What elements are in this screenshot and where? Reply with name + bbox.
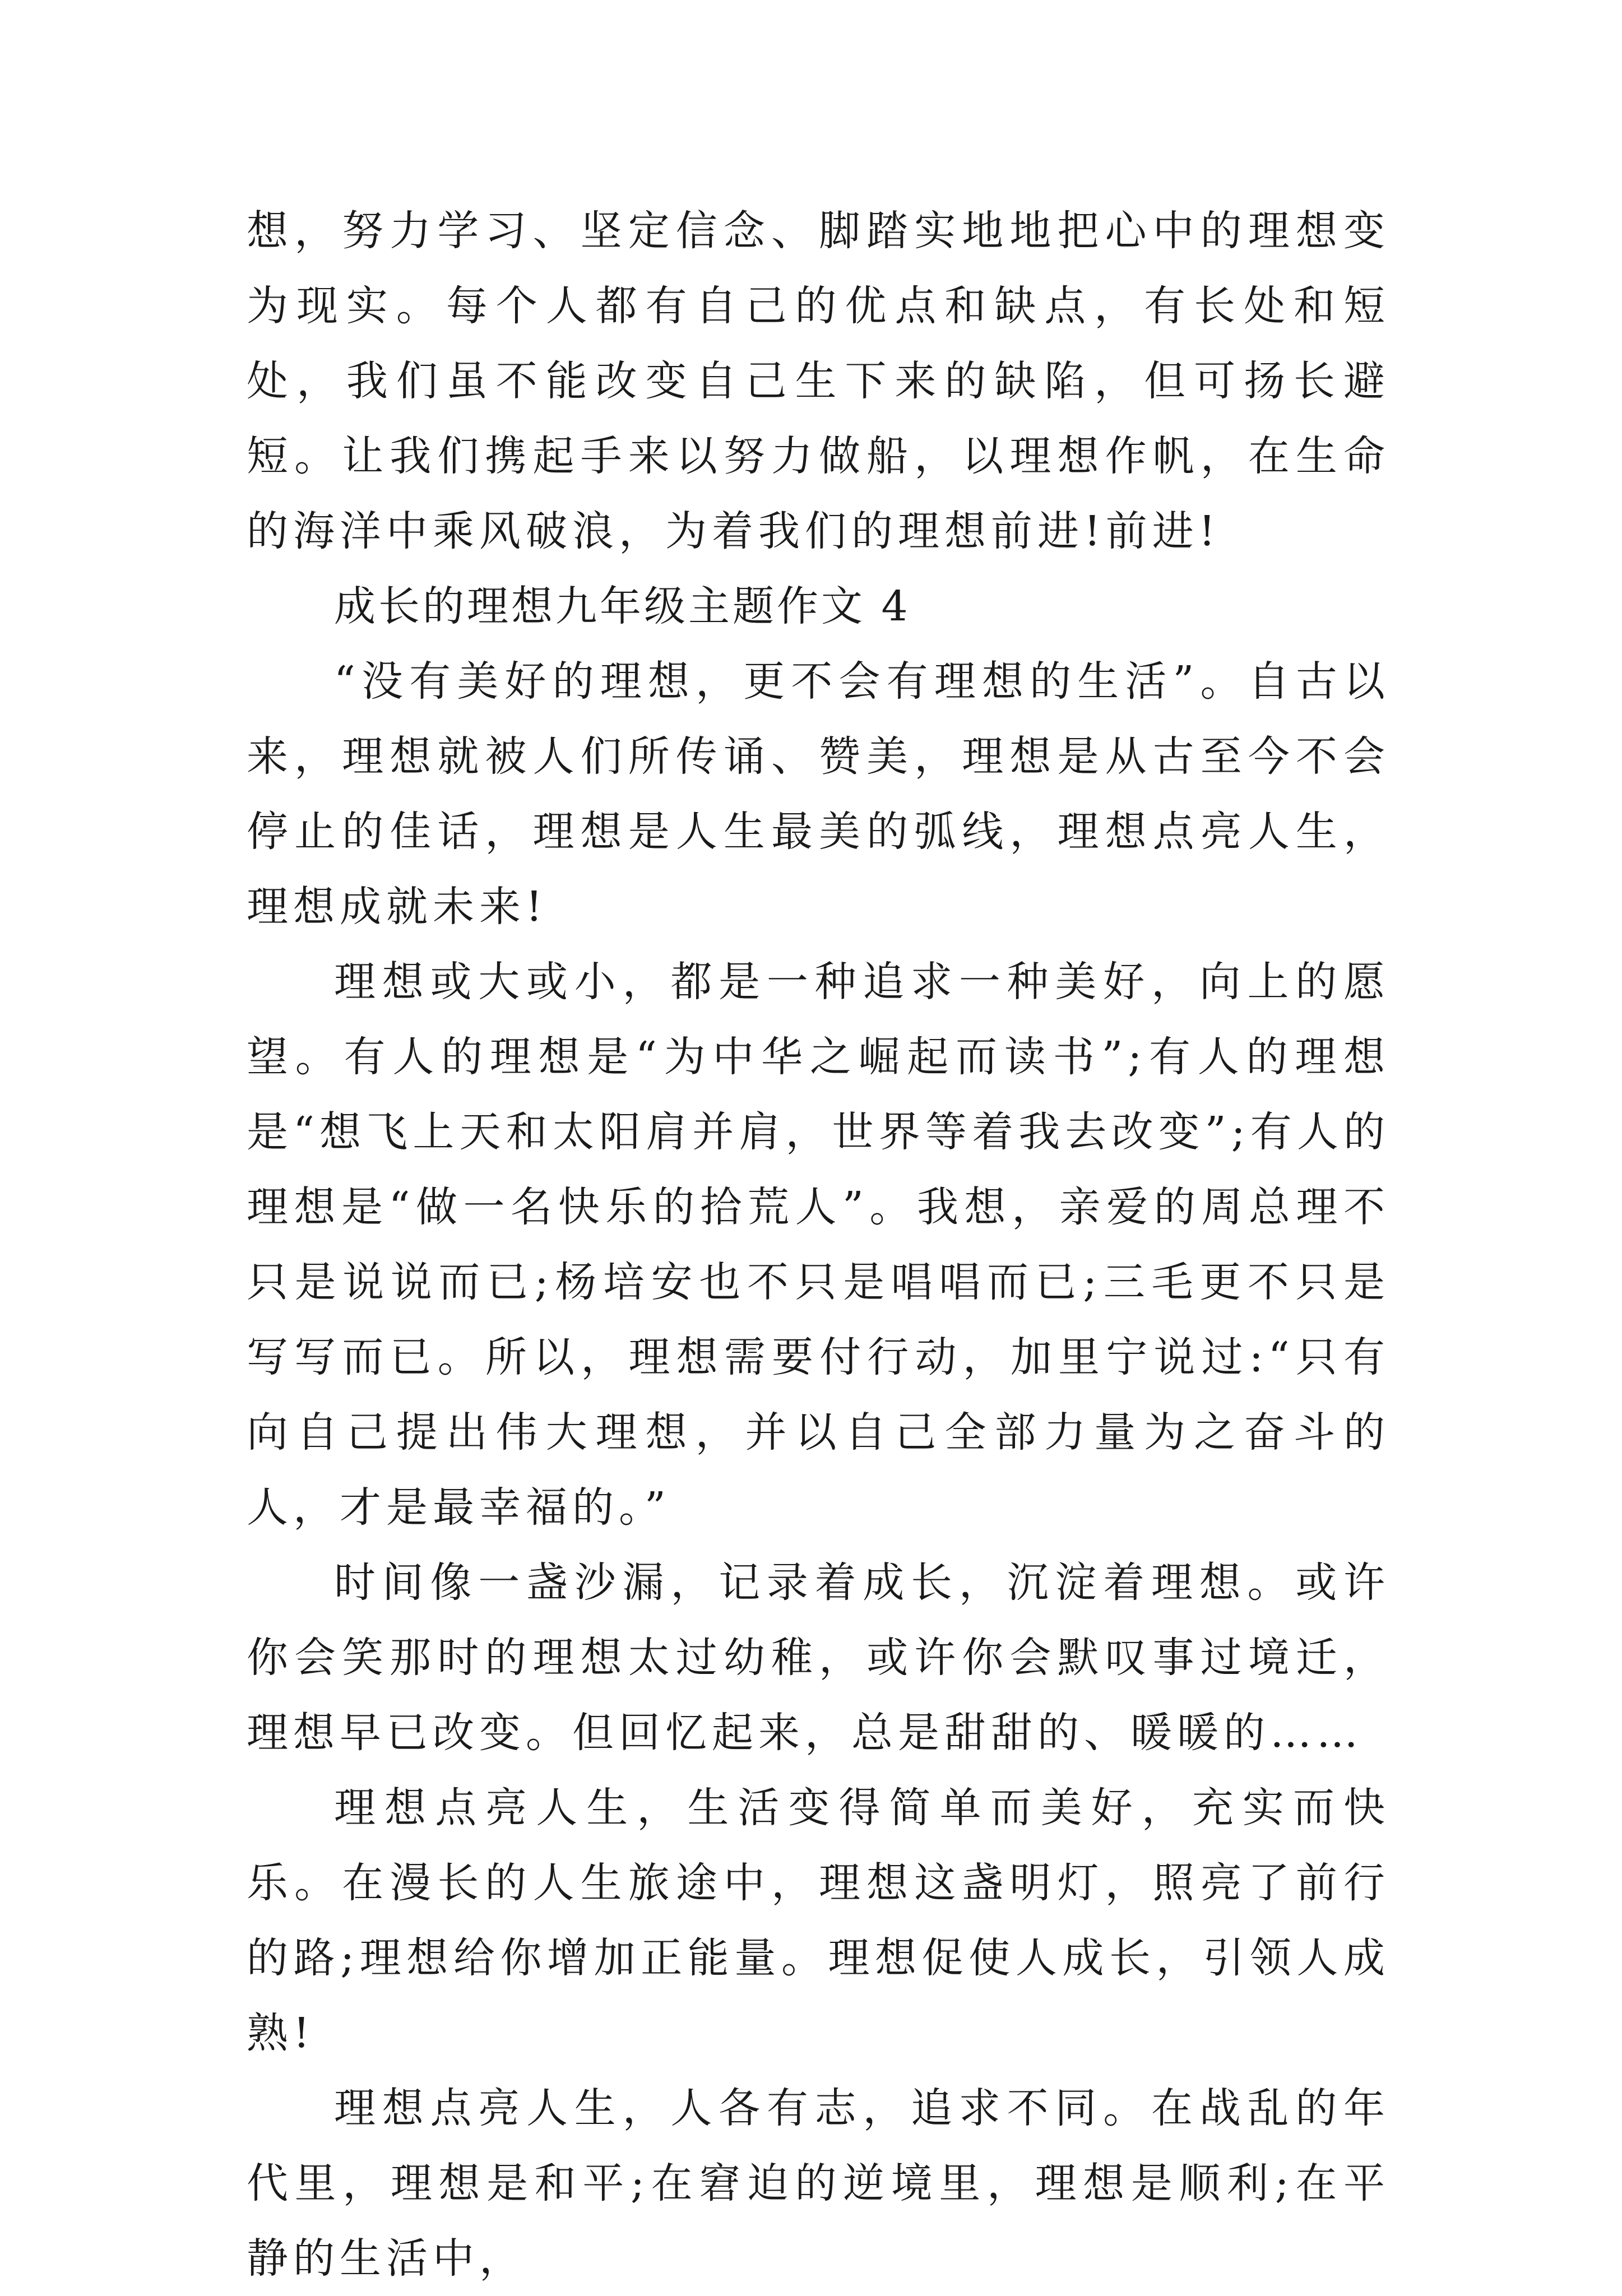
- paragraph-1: “没有美好的理想，更不会有理想的生活”。自古以来，理想就被人们所传诵、赞美，理想是从古至今不会停止的佳话，理想是人生最美的弧线，理想点亮人生，理想成就未来!: [247, 657, 1390, 931]
- article-body: [247, 193, 1390, 2296]
- paragraph-5: 理想点亮人生，人各有志，追求不同。在战乱的年代里，理想是和平;在窘迫的逆境里，理想是顺利;在平静的生活中，: [247, 2084, 1390, 2283]
- paragraph-continuation: 想，努力学习、坚定信念、脚踏实地地把心中的理想变为现实。每个人都有自己的优点和缺点，有长处和短处，我们虽不能改变自己生下来的缺陷，但可扬长避短。让我们携起手来以努力做船，以理想作帆，在生命的海洋中乘风破浪，为着我们的理想前进!前进!: [247, 207, 1390, 555]
- paragraph-4: 理想点亮人生，生活变得简单而美好，充实而快乐。在漫长的人生旅途中，理想这盏明灯，照亮了前行的路;理想给你增加正能量。理想促使人成长，引领人成熟!: [247, 1784, 1390, 2057]
- paragraph-3: 时间像一盏沙漏，记录着成长，沉淀着理想。或许你会笑那时的理想太过幼稚，或许你会默叹事过境迁，理想早已改变。但回忆起来，总是甜甜的、暖暖的……: [247, 1559, 1390, 1757]
- section-heading: 成长的理想九年级主题作文 4: [334, 582, 911, 630]
- paragraph-2: 理想或大或小，都是一种追求一种美好，向上的愿望。有人的理想是“为中华之崛起而读书”;有人的理想是“想飞上天和太阳肩并肩，世界等着我去改变”;有人的理想是“做一名快乐的拾荒人”。我想，亲爱的周总理不只是说说而已;杨培安也不只是唱唱而已;三毛更不只是写写而已。所以，理想需要付行动，加里宁说过:“只有向自己提出伟大理想，并以自己全部力量为之奋斗的人，才是最幸福的。”: [247, 958, 1390, 1532]
